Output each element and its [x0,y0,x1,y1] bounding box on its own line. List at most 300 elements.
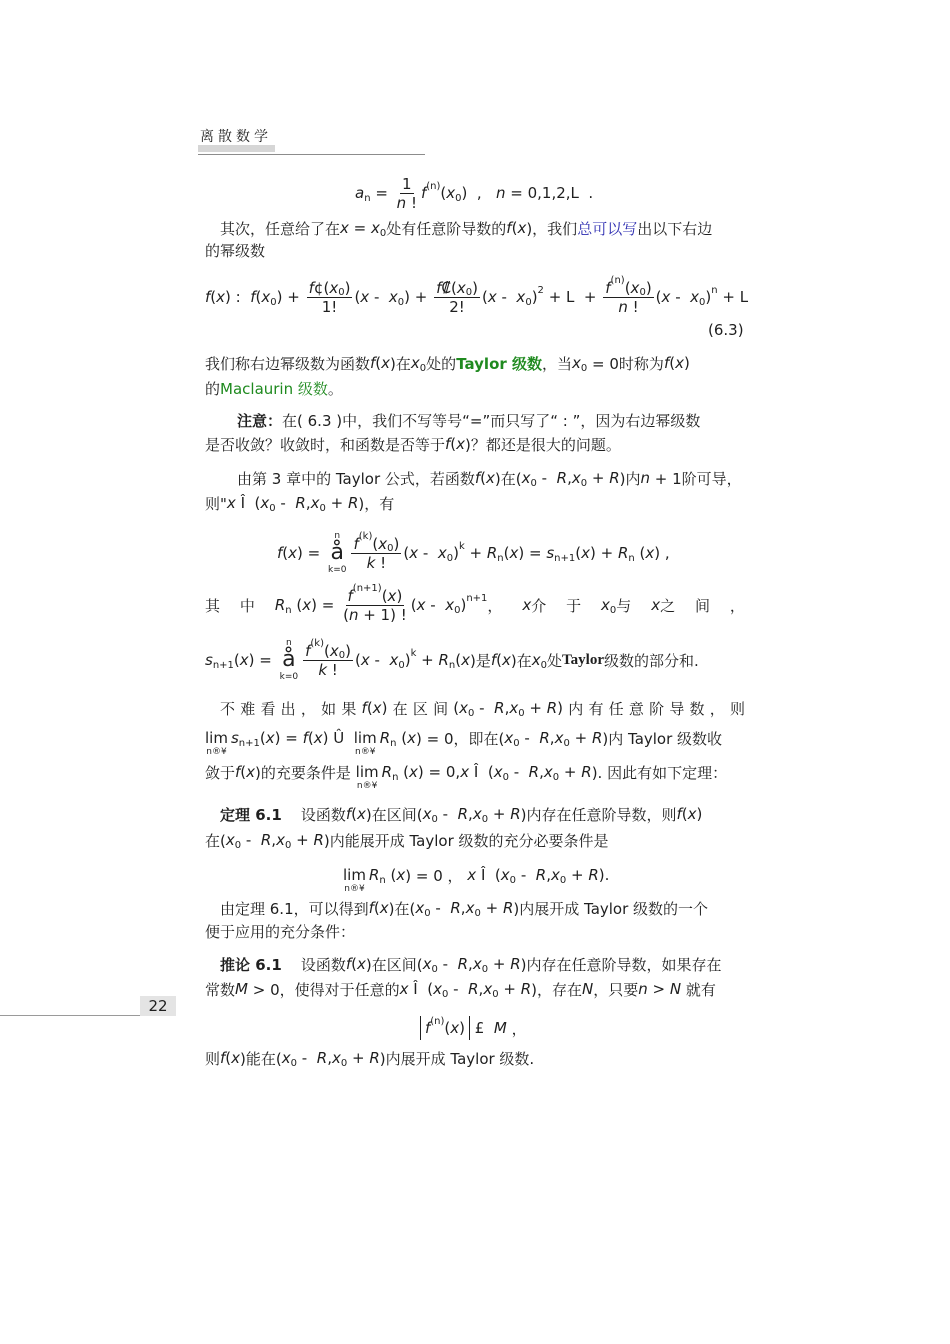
text-run: 介 [531,596,547,615]
text-run: ! [327,660,338,679]
math-variable: x [415,899,425,917]
text-run: , [468,805,473,823]
fraction [303,638,353,679]
limit-subscript: n®¥ [206,747,227,757]
math-variable: x [422,955,432,973]
sum-lower-limit: k=0 [279,672,299,682]
text-run: + [488,805,511,823]
math-variable: s [546,544,555,562]
text-run: ( [481,288,488,306]
text-run: ( [372,534,379,553]
math-variable: N [669,980,682,998]
text-run: Î ( [469,763,494,781]
subscript: 0 [563,737,570,749]
formula-taylor-remainder [277,528,670,578]
text-run: ( [225,1049,232,1067]
text-run: ) [396,586,403,605]
subscript: 0 [290,1057,298,1069]
text-run: ( [398,763,410,781]
paragraph-line [205,916,355,946]
numerator [346,583,405,606]
math-variable: f [490,651,497,669]
text-run: - [448,980,469,998]
superscript: k [458,540,465,552]
math-variable: x [459,699,469,717]
math-variable: x [517,219,527,237]
text-run: 看 [260,699,276,718]
text-run: + [325,494,348,512]
text-run: 数 [689,699,705,718]
subscript: 0 [492,988,499,1000]
fraction [603,275,653,316]
math-variable: x [687,805,697,823]
text-run: + [291,831,314,849]
text-run: + [566,866,589,884]
text-run: ( [480,469,487,487]
text-run: ( [282,544,289,562]
text-run: + [524,699,547,717]
math-variable: s [230,729,239,747]
math-variable: f [370,354,376,372]
text-run: )内存在任意阶导数，则 [520,805,677,824]
text-run: + [488,955,511,973]
text-run: ( [354,651,361,669]
text-run: , [546,866,551,884]
math-variable: x [231,1049,241,1067]
math-variable: x [276,831,285,849]
term-group [601,595,631,616]
text-run: )，存在 [531,980,582,999]
math-variable: R [556,469,568,487]
denominator [341,606,409,624]
text-run: ( [450,435,457,453]
text-run: 有 [588,699,604,718]
text-run: Î ( [408,980,434,998]
text-run: Î ( [476,866,501,884]
text-run: ( [373,899,380,917]
text-run: , [305,494,311,512]
text-run: ( [343,605,349,624]
text-run: 不 [220,699,236,718]
subscript: 0 [530,477,537,489]
text-run: ) [393,534,400,553]
denominator [395,194,419,212]
text-run: + [569,729,592,747]
subscript: 0 [580,362,588,374]
text-run: ) [404,651,411,669]
subscript: 0 [518,707,525,719]
text-run: , [478,980,484,998]
math-variable: x [340,219,349,237]
text-run: - [418,544,438,562]
text-run: , [468,955,473,973]
subscript: 0 [509,874,517,886]
sum-sign: å [330,540,344,565]
math-variable: f [345,805,352,823]
math-variable: x [416,596,426,614]
math-variable: x [456,435,466,453]
text-run: ( [455,651,462,669]
text-run: , [504,699,510,717]
text-run: + L + [543,288,602,306]
math-variable: f [345,955,352,973]
text-run: 级数的部分和. [604,651,699,670]
text-run: > [647,980,670,998]
math-variable: R [369,1049,380,1067]
text-run: ) [696,805,703,823]
math-variable: x [389,651,399,669]
text-run: ) [344,278,351,297]
text-run: ( [444,1019,451,1037]
math-variable: R [274,596,286,614]
text-run: ) + [590,544,618,562]
text-run: ( [255,288,262,306]
subscript: 0 [639,287,646,298]
text-run: ) [472,278,478,297]
superscript: n+1 [466,592,488,604]
math-variable: x [261,288,271,306]
numerator [603,275,653,298]
text-run: £ [470,1019,494,1037]
superscript: (k) [310,638,324,649]
text-run: ( [496,651,503,669]
denominator [320,298,340,316]
math-variable: x [690,288,700,306]
math-variable: R [588,866,599,884]
math-variable: x [302,596,312,614]
math-variable: s [205,651,213,669]
subscript: 0 [609,604,617,616]
text-run: ( [575,544,582,562]
text-run: ! [375,553,387,572]
text-run: 则" [205,494,227,513]
text-run: , [460,899,466,917]
math-variable: R [609,469,620,487]
text-run: ) = 0, [417,763,461,781]
text-run: 是否收敛？收敛时，和函数是否等于 [205,435,446,454]
superscript: (k) [358,531,373,542]
text-run: , [271,831,277,849]
math-variable: R [510,955,521,973]
sum-upper-limit: n [286,638,292,648]
subscript: n [285,604,292,616]
text-run: ) : [225,288,251,306]
text-run: ) = [248,651,277,669]
note-line [205,429,621,459]
subscript: 0 [525,296,532,308]
subscript: 0 [431,813,438,825]
math-variable: x [360,288,370,306]
text-run: ( [259,729,266,747]
text-run: 1! [321,297,338,316]
text-run: ( [511,219,518,237]
math-variable: x [465,899,475,917]
bold-label: 定理 6.1 [220,805,282,824]
text-run: + [347,1049,370,1067]
math-variable: x [409,763,418,781]
sum-sign: å [282,647,296,672]
math-variable: x [487,288,497,306]
superscript: (n) [430,1015,445,1027]
text-run: ) + [276,288,305,306]
text-run: 间 [695,596,711,615]
term-green: Maclaurin 级数 [220,379,328,398]
paragraph-line [205,373,343,403]
superscript: (n+1) [352,583,382,594]
text-run: - [437,805,458,823]
math-variable: R [486,544,498,562]
text-run: )内展开成 Taylor 级数的一个 [513,899,709,918]
text-run: 内 [568,699,584,718]
header-rule [198,154,425,155]
subscript: 0 [284,839,292,851]
text-run: Î ( [235,494,261,512]
subscript: n [497,552,504,564]
subscript: 0 [387,543,394,554]
text-run: 则 [729,699,745,718]
text-run: ). [598,866,610,884]
text-run: ) + [404,288,433,306]
math-variable: x [531,651,541,669]
math-variable: x [486,469,495,487]
subscript: n [379,874,386,886]
subscript: 0 [442,988,449,1000]
math-variable: M [235,980,248,998]
math-variable: n [638,980,648,998]
math-variable: x [502,651,511,669]
text-run: )在( [388,899,416,918]
text-run: ! [627,297,639,316]
math-variable: R [581,763,592,781]
text-run: ( [366,699,373,717]
math-variable: n [618,297,628,316]
text-run: )，我们 [526,219,578,238]
text-run: 出以下右边 [637,219,713,238]
text-run: ) Û [322,729,354,747]
text-run: 1 [402,174,412,193]
subscript: 0 [338,287,345,298]
math-variable: x [543,763,553,781]
math-variable: x [661,288,671,306]
subscript: 0 [502,771,509,783]
subscript: 0 [431,963,438,975]
math-variable: f [205,288,211,306]
subscript: 0 [481,963,489,975]
text-run: ， [487,596,503,615]
text-run: ，当 [542,354,573,373]
math-variable: R [617,544,629,562]
text-run: ( [354,288,361,306]
math-variable: f [506,219,512,237]
text-run: 2! [449,297,465,316]
math-variable: R [379,729,391,747]
subscript: 0 [446,552,454,564]
text-run: ( [324,641,330,660]
subscript: 0 [454,604,461,616]
math-variable: x [216,288,226,306]
math-variable: f [676,805,682,823]
text-run: + [587,469,610,487]
subscript: 0 [270,296,277,308]
text-run: ) = [274,729,303,747]
limit-operator: lim [355,763,379,781]
text-run: 由定理 6.1，可以得到 [220,899,369,918]
text-run: > 0，使得对于任意的 [247,980,400,999]
text-run: 。 [327,379,343,398]
math-variable: x [571,469,581,487]
formula-taylor-series [205,272,748,322]
math-variable: R [295,494,306,512]
text-run: + [498,980,521,998]
math-variable: f [425,1019,431,1037]
text-run: ( [381,586,388,605]
text-run: 意 [628,699,644,718]
math-variable: x [422,805,432,823]
subscript: 0 [580,477,588,489]
subscript: 0 [513,737,520,749]
text-run: 处的 [426,354,457,373]
text-run: 中 [239,596,255,615]
text-run: ( [410,596,417,614]
text-run: 便于应用的充分条件： [205,922,356,941]
sum-upper-limit: n [334,531,341,541]
term-group [274,583,503,624]
text-run: )是 [470,651,491,670]
math-variable: x [225,831,235,849]
math-variable: x [387,586,397,605]
text-run: - [430,899,451,917]
text-run: )内 Taylor 级数收 [602,729,723,748]
fraction [341,583,409,624]
math-variable: n [495,184,506,202]
term-group [651,595,675,616]
math-variable: x [460,763,470,781]
math-variable: f [308,278,314,297]
text-run: ( [351,805,358,823]
math-variable: f [420,184,427,202]
text-run: ( [681,805,688,823]
text-run: )在区间( [365,805,423,824]
term-group [522,595,546,616]
text-run: )内存在任意阶导数，如果存在 [520,955,722,974]
text-run: = [348,219,372,237]
limit-subscript: n®¥ [356,781,378,791]
text-run: 设函数 [281,955,346,974]
math-variable: x [554,729,564,747]
text-run: 之 [660,596,676,615]
formula-remainder-term [205,580,745,630]
numerator [400,175,414,194]
subscript: n [392,771,399,783]
math-variable: x [572,354,581,372]
text-run: 与 [616,596,632,615]
math-variable: x [378,534,388,553]
limit-operator: lim [343,866,366,884]
paragraph-line [205,1043,534,1073]
math-variable: R [494,699,505,717]
absolute-value [420,1016,470,1040]
math-variable: x [472,805,482,823]
text-run: ) , [654,544,670,562]
math-variable: x [226,494,236,512]
text-run: )内展开成 Taylor 级数. [379,1049,535,1068]
text-run: ( [385,866,397,884]
text-run: - [536,469,557,487]
math-variable: R [316,1049,328,1067]
subscript: n [448,659,456,671]
text-run: 区 [412,699,428,718]
numerator [434,279,480,298]
text-run: , [327,1049,332,1067]
math-variable: x [509,544,519,562]
math-variable: x [456,278,466,297]
math-variable: f [474,469,481,487]
subscript: 0 [419,362,427,374]
limit [343,855,366,895]
fraction [434,279,480,316]
text-run: ( [403,544,410,562]
text-run: ¢( [313,278,330,297]
text-run: 则 [205,1049,221,1068]
superscript: n [711,284,718,296]
math-variable: R [528,763,540,781]
text-run: 常数 [205,980,236,999]
text-run: 导 [669,699,685,718]
math-variable: x [407,729,417,747]
text-run: ( [655,288,662,306]
text-run: ( [624,278,631,297]
math-variable: R [457,955,469,973]
text-run: - [297,1049,317,1067]
math-variable: x [651,596,661,614]
paragraph-line [220,213,712,243]
math-variable: R [313,831,324,849]
text-run: ， [300,699,316,718]
subscript: 0 [379,227,387,239]
math-variable: R [535,866,547,884]
corollary-line [205,974,716,1004]
subscript: n+1 [212,659,234,671]
text-run: 其 [205,596,221,615]
text-run: , [539,763,544,781]
text-run: ( [396,729,408,747]
math-variable: N [581,980,594,998]
math-variable: x [281,1049,291,1067]
fraction [307,279,353,316]
denominator [447,298,467,316]
math-variable: R [546,699,558,717]
math-variable: R [457,805,469,823]
subscript: 0 [319,502,326,514]
text-run: 的幂级数 [205,241,266,260]
text-run: )在 [510,651,532,670]
math-variable: R [381,763,393,781]
math-variable: x [260,494,270,512]
math-variable: x [509,699,519,717]
denominator [616,298,640,316]
math-variable: x [446,184,456,202]
equation-number [708,315,744,345]
math-variable: x [493,763,503,781]
text-run: = [370,184,393,202]
text-run: - [516,866,536,884]
text-run: 间 [433,699,449,718]
text-run: + 1阶可导， [650,469,742,488]
text-run: 处 [547,651,563,670]
math-variable: x [239,651,249,669]
limit-subscript: n®¥ [355,747,376,757]
text-run: ( [440,184,447,202]
